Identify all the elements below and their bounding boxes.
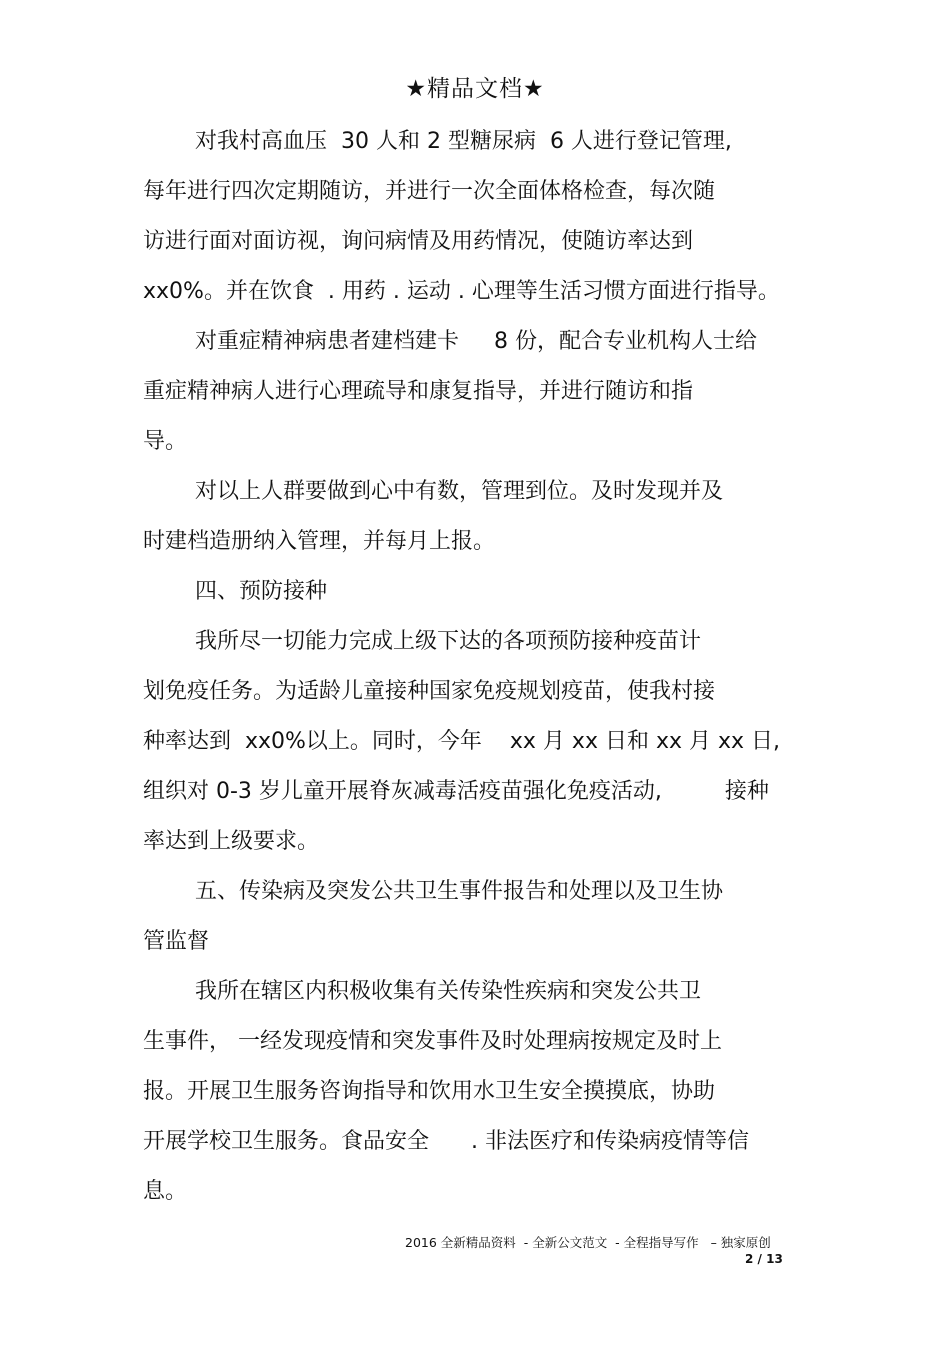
page-number: 2 / 13: [745, 1252, 783, 1266]
body-line: 每年进行四次定期随访，并进行一次全面体格检查，每次随: [143, 179, 716, 204]
body-line: 对以上人群要做到心中有数，管理到位。及时发现并及: [195, 479, 724, 504]
section-heading: 五、传染病及突发公共卫生事件报告和处理以及卫生协: [195, 879, 724, 904]
body-line: 息。: [143, 1179, 188, 1204]
footer-text: 2016 全新精品资料 - 全新公文范文 - 全程指导写作 – 独家原创: [405, 1235, 771, 1250]
body-line: 我所在辖区内积极收集有关传染性疾病和突发公共卫: [195, 979, 702, 1004]
page-header-title: ★精品文档★: [405, 76, 545, 102]
body-line: xx0%。并在饮食 . 用药 . 运动 . 心理等生活习惯方面进行指导。: [143, 279, 780, 304]
body-line: 导。: [143, 429, 188, 454]
section-heading: 管监督: [143, 929, 210, 954]
body-line: 重症精神病人进行心理疏导和康复指导，并进行随访和指: [143, 379, 694, 404]
body-line: 报。开展卫生服务咨询指导和饮用水卫生安全摸摸底，协助: [143, 1079, 716, 1104]
body-line: 划免疫任务。为适龄儿童接种国家免疫规划疫苗，使我村接: [143, 679, 716, 704]
body-line: 访进行面对面访视，询问病情及用药情况，使随访率达到: [143, 229, 694, 254]
body-line: 开展学校卫生服务。食品安全 . 非法医疗和传染病疫情等信: [143, 1129, 749, 1154]
body-line: 对我村高血压 30 人和 2 型糖尿病 6 人进行登记管理,: [195, 129, 732, 154]
section-heading: 四、预防接种: [195, 579, 328, 604]
body-line: 率达到上级要求。: [143, 829, 320, 854]
body-line: 时建档造册纳入管理，并每月上报。: [143, 529, 496, 554]
body-line: 种率达到 xx0%以上。同时，今年 xx 月 xx 日和 xx 月 xx 日,: [143, 729, 781, 754]
body-line: 对重症精神病患者建档建卡 8 份，配合专业机构人士给: [195, 329, 757, 354]
body-line: 我所尽一切能力完成上级下达的各项预防接种疫苗计: [195, 629, 702, 654]
body-line: 生事件， 一经发现疫情和突发事件及时处理病按规定及时上: [143, 1029, 722, 1054]
body-line: 组织对 0-3 岁儿童开展脊灰减毒活疫苗强化免疫活动, 接种: [143, 779, 769, 804]
